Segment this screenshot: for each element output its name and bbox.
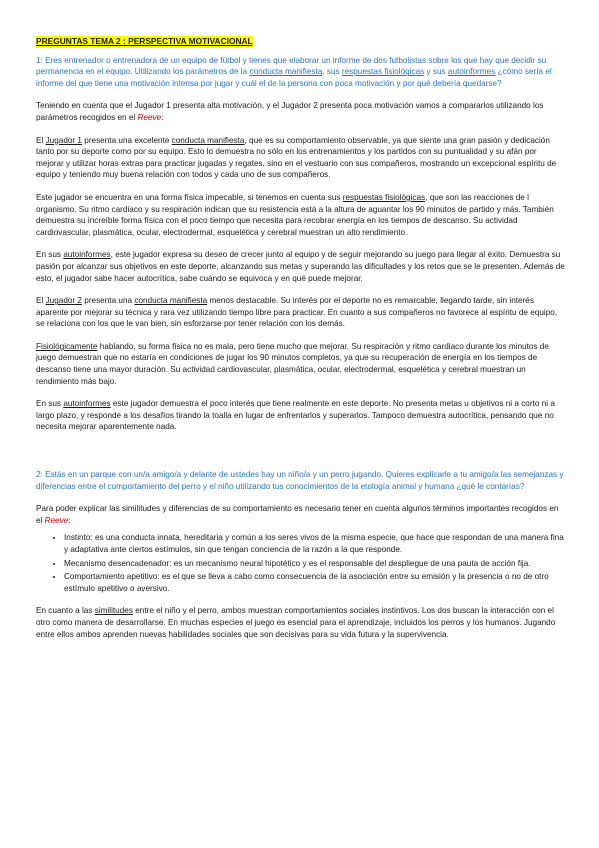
paragraph-intro: [36, 100, 566, 123]
term-fisiologicamente: Fisiológicamente: [36, 341, 98, 351]
q1-term-conducta: conducta manifiesta: [249, 67, 323, 77]
q1-text: y sus: [424, 67, 448, 77]
text: En sus: [36, 250, 64, 260]
paragraph-terms-intro: [36, 503, 566, 526]
text: este jugador demuestra el poco interés que tiene realmente en este deporte. No presenta metas u objetivos ni a corto ni a largo plazo, y responde a los desafíos tirando la toalla en lugar de enfrentarlos y superarlos. Tampoco demuestra autocrítica, pensando que no necesita mejorar aparentemente nada.: [36, 399, 555, 432]
reeve-ref: Reeve: [44, 515, 69, 525]
terms-list: [36, 532, 566, 594]
paragraph-jugador2-conducta: [36, 295, 566, 330]
text: menos destacable. Su interés por el deporte no es remarcable, llegando tarde, sin interés aparente por mejorar su técnica y rara vez utilizando tiempo libre para practicar. En cuanto a sus compañeros no favorece al espíritu de equipo, se relaciona con los que le van bien, sin esforzarse por tener relación con los demás.: [36, 296, 558, 329]
document-page: [36, 36, 566, 640]
term-autoinformes: autoinformes: [63, 250, 111, 260]
text: Teniendo en cuenta que el Jugador 1 presenta alta motivación, y el Jugador 2 presenta poca motivación vamos a compararlos utilizando los parámetros recogidos en el: [36, 101, 544, 122]
text: El: [36, 135, 46, 145]
list-item: • Mecanismo desencadenador: es un mecanismo neural hipotético y es el responsable del despliegue de una pauta de acción fija.: [64, 558, 566, 570]
document-title: PREGUNTAS TEMA 2 : PERSPECTIVA MOTIVACIONAL: [36, 36, 253, 46]
text: presenta una: [81, 296, 135, 306]
question-2: 2: Estás en un parque con un/a amigo/a y delante de ustedes hay un niño/a y un perro jugando. Quieres explicarle a tu amigo/a las semejanzas y diferencias entre el comportamiento del perro y el niño utilizando tus conocimientos de la etología animal y humana ¿qué le contarías?: [36, 470, 564, 491]
text: , este jugador expresa su deseo de crecer junto al equipo y de seguir mejorando su juego para llegar al éxito. Demuestra su pasión por alcanzar sus objetivos en este deporte, alcanzando sus metas y superando las dificultades y los retos que se le presenten. Además de esto, el jugador sabe hacer autocrítica, sabe cuándo se equivoca y en qué puede mejorar.: [36, 250, 565, 283]
text: , que es su comportamiento observable, ya que siente una gran pasión y dedicación tanto por su deporte como por su equipo. Esto lo demuestra no sólo en los entrenamientos y los partidos con su puntualidad y su afán por mejorar y utilizar horas extras para practicar jugadas y regates, sino en el vestuario con sus compañeros, mostrando un excepcional espíritu de equipo y teniendo muy buena relación con todos y cada uno de sus compañeros.: [36, 135, 557, 180]
paragraph-jugador2-autoinformes: [36, 398, 566, 433]
text: En sus: [36, 399, 64, 409]
term-conducta: conducta manifiesta: [134, 296, 208, 306]
text: , que son las reacciones de l organismo. Su ritmo cardiaco y su respiración indican que su resistencia está a la altura de aguantar los 90 minutos de partido y más. También demuestra su increíble forma física con el poco tiempo que necesita para recobrar energía en los tiempos de descanso. Su actividad cardiovascular, plasmática, ocular, electrodermal, esquelética y cerebral muestran un alto rendimiento.: [36, 192, 554, 237]
q1-text: 1: Eres entrenador o entrenadora de un equipo de fútbol y tienes que elaborar un informe de dos futbolistas sobre los que hay que decidir su permanencia en el equipo. Utilizando los parámetros de la: [36, 55, 547, 77]
q1-text: , sus: [322, 67, 342, 77]
paragraph-jugador1-autoinformes: [36, 249, 566, 284]
paragraph-jugador2-fisiologia: [36, 341, 566, 387]
text: entre el niño y el perro, ambos muestran comportamientos sociales instintivos. Los dos buscan la interacción con el otro como manera de desarrollarse. En muchas especies el juego es esencial para el aprendizaje, incluidos los perros y los humanos. Jugando entre ellos ambos aprenden nuevas habilidades sociales que son decisivas para su vida futura y la supervivencia.: [36, 606, 556, 639]
reeve-ref: Reeve: [137, 112, 162, 122]
list-item: • Comportamiento apetitivo: es el que se lleva a cabo como consecuencia de la asociación entre su emisión y la presencia o no de otro estímulo apetitivo o aversivo.: [64, 571, 566, 594]
paragraph-similitudes: [36, 605, 566, 640]
text: El: [36, 296, 46, 306]
text: Este jugador se encuentra en una forma física impecable, si tenemos en cuenta sus: [36, 192, 343, 202]
jugador-1-label: Jugador 1: [45, 135, 82, 145]
text: hablando, su forma física no es mala, pero tiene mucho que mejorar. Su respiración y ritmo cardiaco durante los minutos de juego demuestran que no estaría en condiciones de jugar los 90 minutos completos, ya que su recuperación de energía en los tiempos de descanso tiene una mayor duración. Su actividad cardiovascular, plasmática, ocular, electrodermal, esquelética y cerebral muestran un rendimiento más bajo.: [36, 341, 549, 386]
text: :: [161, 112, 164, 122]
list-item: • Instinto: es una conducta innata, hereditaria y común a los seres vivos de la misma especie, que hace que respondan de una manera fina y adaptativa ante ciertos estímulos, sin que tengan conciencia de la razón a la que responde.: [64, 532, 566, 555]
q1-text: ¿cómo sería el informe del que tiene una motivación intensa por jugar y cuál el de la persona con poca motivación y por qué debería quedarse?: [36, 67, 552, 88]
text: Para poder explicar las similitudes y diferencias de su comportamiento es necesario tener en cuenta algunos términos importantes recogidos en el: [36, 504, 559, 525]
text: presenta una excelente: [81, 135, 172, 145]
paragraph-jugador1-fisiologia: [36, 192, 566, 238]
paragraph-jugador1-conducta: [36, 135, 566, 181]
text: En cuanto a las: [36, 606, 95, 616]
term-similitudes: similitudes: [94, 606, 133, 616]
term-respuestas: respuestas fisiológicas: [342, 192, 426, 202]
term-autoinformes: autoinformes: [63, 399, 111, 409]
q1-term-autoinformes: autoinformes: [447, 67, 496, 77]
q1-term-respuestas: respuestas fisiológicas: [341, 67, 425, 77]
text: :: [68, 515, 71, 525]
term-conducta: conducta manifiesta: [171, 135, 245, 145]
question-1: [36, 55, 566, 90]
jugador-2-label: Jugador 2: [45, 296, 82, 306]
